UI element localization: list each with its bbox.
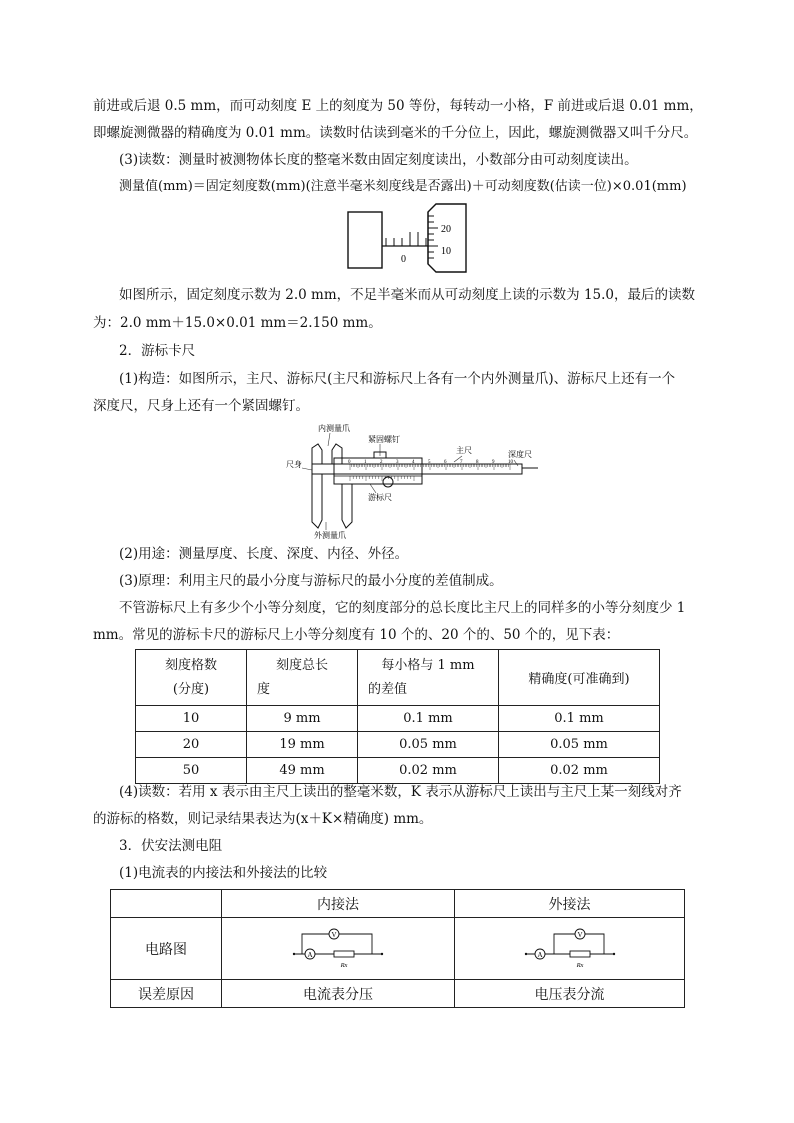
svg-text:A: A [307,950,313,959]
header-precision: 精确度(可准确到) [499,650,660,706]
header-total-length: 刻度总长 度 [247,650,358,706]
main-scale-number: 8 [476,460,479,465]
para-line-1: 前进或后退 0.5 mm，而可动刻度 E 上的刻度为 50 等份，每转动一小格，F 前进或后退 0.01 mm， [93,98,703,114]
label-outer-jaw: 外测量爪 [314,531,346,540]
corner-cell [111,890,222,918]
cell: 0.1 mm [358,706,499,732]
label-vernier: 游标尺 [368,493,392,502]
label-main-scale: 主尺 [456,446,472,455]
para-line-2: 即螺旋测微器的精确度为 0.01 mm。读数时估读到毫米的千分位上，因此，螺旋测微器又叫千分尺。 [93,125,698,141]
inner-error-reason: 电流表分压 [222,980,455,1008]
micrometer-frame [348,212,382,268]
para-line-8: 深度尺，尺身上还有一个紧固螺钉。 [93,398,309,414]
micrometer-tick-10: 10 [441,246,451,257]
cell: 10 [136,706,247,732]
inner-circuit-diagram [288,924,388,970]
svg-text:V: V [331,930,337,939]
vernier-table [135,649,660,784]
para-line-14: 的游标的格数，则记录结果表达为(x＋K×精确度) mm。 [93,811,433,827]
cell: 20 [136,732,247,758]
caliper-figure [284,420,540,542]
cell: 19 mm [247,732,358,758]
micrometer-figure [346,200,468,276]
cell: 0.05 mm [499,732,660,758]
para-line-7: (1)构造：如图所示，主尺、游标尺(主尺和游标尺上各有一个内外测量爪)、游标尺上还有一个 [119,371,676,387]
cell: 9 mm [247,706,358,732]
header-difference: 每小格与 1 mm 的差值 [358,650,499,706]
main-scale-number: 5 [428,460,431,465]
section-heading-3: 3．伏安法测电阻 [119,838,223,854]
para-line-6: 为：2.0 mm＋15.0×0.01 mm＝2.150 mm。 [93,315,382,331]
para-line-3: (3)读数：测量时被测物体长度的整毫米数由固定刻度读出，小数部分由可动刻度读出。 [119,152,638,168]
main-scale-number: 3 [396,460,399,465]
cell: 0.02 mm [358,758,499,784]
inner-circuit-cell [222,918,455,980]
header-outer-method: 外接法 [455,890,685,918]
main-scale-number: 0 [348,460,351,465]
label-depth: 深度尺 [508,450,532,459]
outer-jaw-moving [342,484,352,528]
main-scale-number: 6 [444,460,447,465]
micrometer-zero: 0 [401,254,406,265]
main-scale-number: 2 [380,460,383,465]
section-heading-2: 2．游标卡尺 [119,343,196,359]
table-row [136,732,660,758]
svg-text:A: A [536,950,543,959]
para-line-15: (1)电流表的内接法和外接法的比较 [119,865,328,881]
outer-circuit-cell [455,918,685,980]
cell: 50 [136,758,247,784]
para-line-10: (3)原理：利用主尺的最小分度与游标尺的最小分度的差值制成。 [119,573,503,589]
para-line-12: mm。常见的游标卡尺的游标尺上小等分刻度有 10 个的、20 个的、50 个的，见下表： [93,627,620,643]
main-scale-number: 4 [412,460,415,465]
vernier-ticks [350,476,414,481]
resistor-icon [570,951,590,957]
main-scale-number: 1 [364,460,367,465]
outer-error-reason: 电压表分流 [455,980,685,1008]
table-row [136,706,660,732]
svg-text:V: V [576,930,583,939]
para-line-11: 不管游标尺上有多少个小等分刻度，它的刻度部分的总长度比主尺上的同样多的小等分刻度少 1 [119,600,686,616]
resistor-icon [334,951,354,957]
circuit-table [110,889,685,1008]
thimble [428,204,466,272]
header-divisions: 刻度格数 (分度) [136,650,247,706]
cell: 0.05 mm [358,732,499,758]
main-scale-number: 7 [460,460,463,465]
svg-text:Rx: Rx [340,961,348,969]
para-line-13: (4)读数：若用 x 表示由主尺上读出的整毫米数，K 表示从游标尺上读出与主尺上某一刻线对齐 [119,784,682,800]
cell: 0.02 mm [499,758,660,784]
micrometer-tick-20: 20 [441,224,451,235]
cell: 0.1 mm [499,706,660,732]
cell: 49 mm [247,758,358,784]
para-line-4: 测量值(mm)＝固定刻度数(mm)(注意半毫米刻度线是否露出)＋可动刻度数(估读一位)×0.01(mm) [119,179,687,194]
label-inner-jaw: 内测量爪 [318,424,350,433]
outer-jaw-fixed [312,474,322,528]
outer-circuit-diagram [520,924,620,970]
header-inner-method: 内接法 [222,890,455,918]
table-row [136,758,660,784]
svg-text:Rx: Rx [576,961,583,969]
label-screw: 紧固螺钉 [368,435,400,444]
main-scale-number: 9 [492,460,495,465]
para-line-5: 如图所示，固定刻度示数为 2.0 mm，不足半毫米而从可动刻度上读的示数为 15.0，最后的读数 [119,287,696,303]
label-body: 尺身 [286,460,302,469]
main-scale-number: 10 [508,460,513,465]
para-line-9: (2)用途：测量厚度、长度、深度、内径、外径。 [119,546,409,562]
row-label-error: 误差原因 [111,980,222,1008]
row-label-circuit: 电路图 [111,918,222,980]
